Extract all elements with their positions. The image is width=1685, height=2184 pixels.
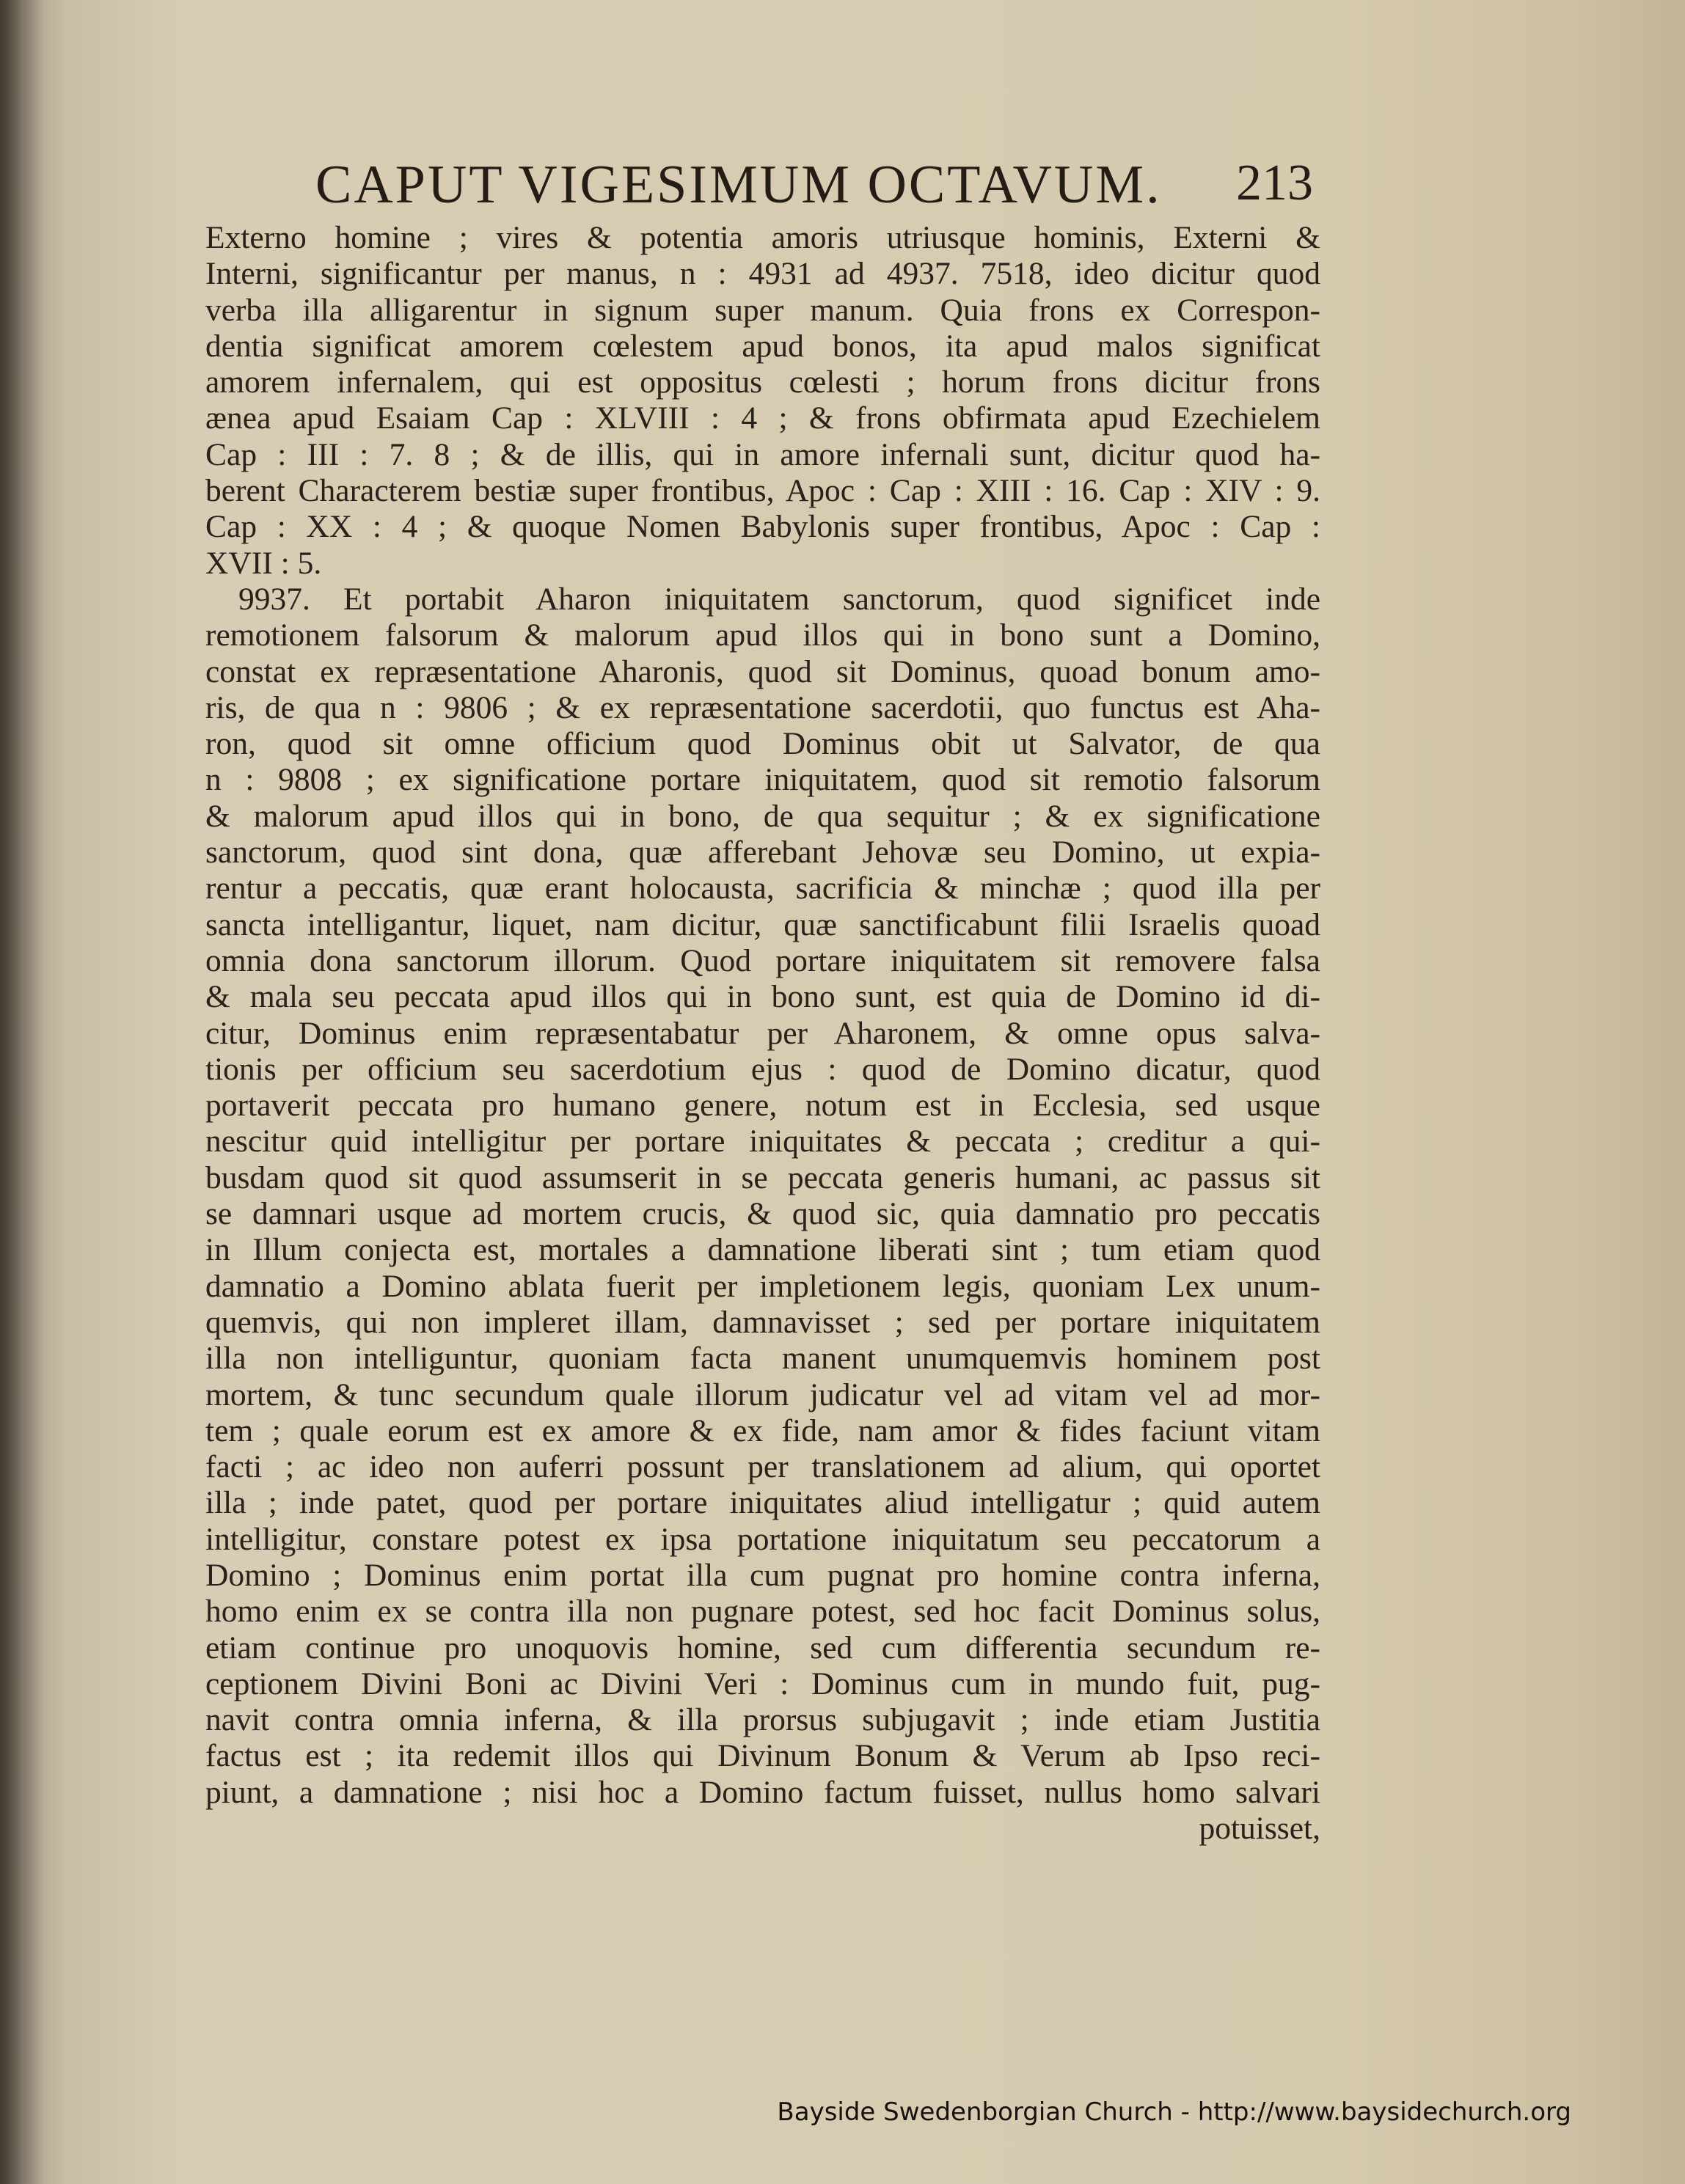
text-line: verba illa alligarentur in signum super manum. Quia frons ex Correspon- [205, 292, 1320, 328]
text-line: & malorum apud illos qui in bono, de qua sequitur ; & ex significatione [205, 798, 1320, 834]
text-line: portaverit peccata pro humano genere, notum est in Ecclesia, sed usque [205, 1088, 1320, 1124]
text-line: amorem infernalem, qui est oppositus cœlesti ; horum frons dicitur frons [205, 364, 1320, 400]
text-line: Interni, significantur per manus, n : 4931 ad 4937. 7518, ideo dicitur quod [205, 256, 1320, 292]
text-line: illa non intelliguntur, quoniam facta manent unumquemvis hominem post [205, 1341, 1320, 1377]
text-line: ron, quod sit omne officium quod Dominus obit ut Salvator, de qua [205, 726, 1320, 762]
text-line: factus est ; ita redemit illos qui Divinum Bonum & Verum ab Ipso reci- [205, 1738, 1320, 1774]
text-line: mortem, & tunc secundum quale illorum judicatur vel ad vitam vel ad mor- [205, 1377, 1320, 1412]
text-line: Cap : III : 7. 8 ; & de illis, qui in amore infernali sunt, dicitur quod ha- [205, 436, 1320, 472]
text-line: quemvis, qui non impleret illam, damnavisset ; sed per portare iniquitatem [205, 1304, 1320, 1340]
text-line: illa ; inde patet, quod per portare iniquitates aliud intelligatur ; quid autem [205, 1485, 1320, 1521]
text-line: rentur a peccatis, quæ erant holocausta, sacrificia & minchæ ; quod illa per [205, 871, 1320, 906]
text-line: damnatio a Domino ablata fuerit per impletionem legis, quoniam Lex unum- [205, 1268, 1320, 1304]
text-line: berent Characterem bestiæ super frontibus, Apoc : Cap : XIII : 16. Cap : XIV : 9. [205, 473, 1320, 509]
text-line: in Illum conjecta est, mortales a damnatione liberati sint ; tum etiam quod [205, 1232, 1320, 1268]
body-text [205, 220, 1320, 1847]
text-line: Cap : XX : 4 ; & quoque Nomen Babylonis super frontibus, Apoc : Cap : [205, 509, 1320, 545]
text-line: remotionem falsorum & malorum apud illos qui in bono sunt a Domino, [205, 618, 1320, 653]
paragraph-9937-start: 9937. Et portabit Aharon iniquitatem sanctorum, quod significet inde [238, 581, 1320, 617]
text-line: Externo homine ; vires & potentia amoris utriusque hominis, Externi & [205, 220, 1320, 255]
text-line: homo enim ex se contra illa non pugnare potest, sed hoc facit Dominus solus, [205, 1594, 1320, 1630]
page-header [315, 154, 1313, 227]
text-line: dentia significat amorem cœlestem apud bonos, ita apud malos significat [205, 328, 1320, 364]
text-line: citur, Dominus enim repræsentabatur per Aharonem, & omne opus salva- [205, 1015, 1320, 1051]
text-line: piunt, a damnatione ; nisi hoc a Domino factum fuisset, nullus homo salvari [205, 1774, 1320, 1810]
text-line: sanctorum, quod sint dona, quæ afferebant Jehovæ seu Domino, ut expia- [205, 835, 1320, 871]
text-line: omnia dona sanctorum illorum. Quod portare iniquitatem sit removere falsa [205, 942, 1320, 978]
text-line: & mala seu peccata apud illos qui in bono sunt, est quia de Domino id di- [205, 979, 1320, 1015]
text-line: ceptionem Divini Boni ac Divini Veri : Dominus cum in mundo fuit, pug- [205, 1666, 1320, 1701]
text-line: intelligitur, constare potest ex ipsa portatione iniquitatum seu peccatorum a [205, 1521, 1320, 1557]
text-line: nescitur quid intelligitur per portare iniquitates & peccata ; creditur a qui- [205, 1124, 1320, 1159]
text-line: n : 9808 ; ex significatione portare iniquitatem, quod sit remotio falsorum [205, 762, 1320, 798]
text-line: sancta intelligantur, liquet, nam dicitur, quæ sanctificabunt filii Israelis quoad [205, 906, 1320, 942]
page-number: 213 [1236, 155, 1313, 211]
text-line: ænea apud Esaiam Cap : XLVIII : 4 ; & frons obfirmata apud Ezechielem [205, 400, 1320, 436]
text-line: etiam continue pro unoquovis homine, sed cum differentia secundum re- [205, 1630, 1320, 1666]
catchword: potuisset, [1199, 1811, 1320, 1847]
running-title: CAPUT VIGESIMUM OCTAVUM. [315, 155, 1162, 215]
binding-gutter-shadow [0, 0, 44, 2184]
footer-credit: Bayside Swedenborgian Church - http://www.baysidechurch.org [777, 2097, 1571, 2127]
text-line: XVII : 5. [205, 545, 322, 581]
text-line: ris, de qua n : 9806 ; & ex repræsentatione sacerdotii, quo functus est Aha- [205, 689, 1320, 725]
text-line: facti ; ac ideo non auferri possunt per translationem ad alium, qui oportet [205, 1449, 1320, 1485]
text-line: constat ex repræsentatione Aharonis, quod sit Dominus, quoad bonum amo- [205, 653, 1320, 689]
text-line: navit contra omnia inferna, & illa prorsus subjugavit ; inde etiam Justitia [205, 1702, 1320, 1738]
text-line: se damnari usque ad mortem crucis, & quod sic, quia damnatio pro peccatis [205, 1196, 1320, 1232]
text-line: tionis per officium seu sacerdotium ejus : quod de Domino dicatur, quod [205, 1051, 1320, 1087]
text-line: Domino ; Dominus enim portat illa cum pugnat pro homine contra inferna, [205, 1557, 1320, 1593]
text-line: busdam quod sit quod assumserit in se peccata generis humani, ac passus sit [205, 1159, 1320, 1195]
text-line: tem ; quale eorum est ex amore & ex fide, nam amor & fides faciunt vitam [205, 1412, 1320, 1448]
